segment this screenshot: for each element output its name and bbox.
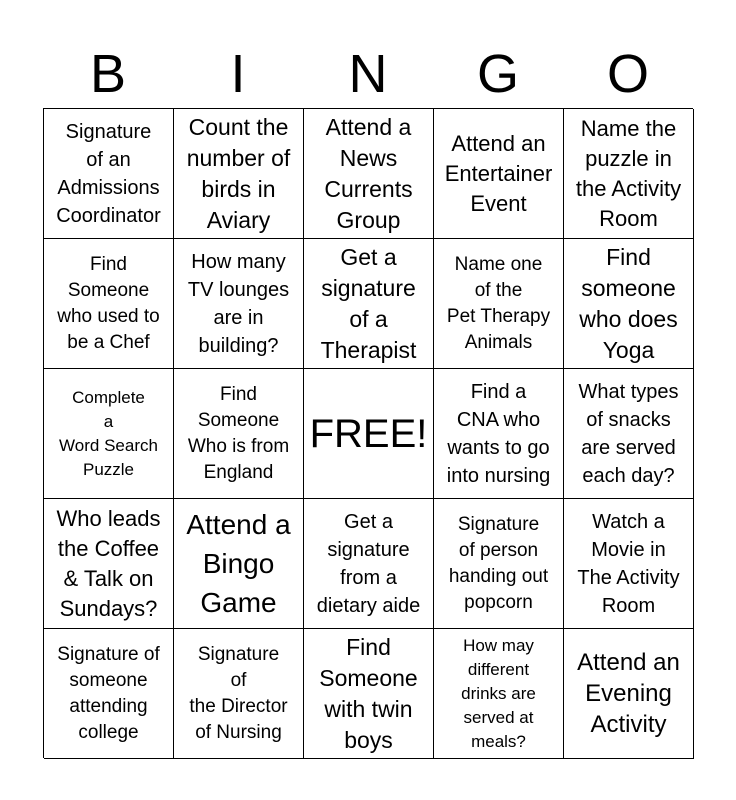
cell-text: How may different drinks are served at meals? [461,635,536,751]
bingo-cell-r5c4[interactable] [434,629,564,759]
bingo-cell-r4c1[interactable] [44,499,174,629]
cell-text: Complete a Word Search Puzzle [59,387,158,479]
bingo-cell-r2c4[interactable] [434,239,564,369]
bingo-cell-r3c4[interactable] [434,369,564,499]
bingo-cell-r4c3[interactable] [304,499,434,629]
free-space-text: FREE! [309,411,428,456]
cell-text: Signature of someone attending college [57,643,160,743]
cell-text: Attend a News Currents Group [324,113,413,233]
cell-text: Find Someone who used to be a Chef [57,253,160,353]
bingo-cell-r3c5[interactable] [564,369,694,499]
header-letter-g: G [476,44,519,104]
cell-text: What types of snacks are served each day? [578,380,679,487]
bingo-cell-r2c1[interactable] [44,239,174,369]
cell-text: Signature of an Admissions Coordinator [56,120,161,227]
bingo-cell-r1c4[interactable] [434,109,564,239]
bingo-cell-r2c3[interactable] [304,239,434,369]
cell-text: Attend an Entertainer Event [444,130,553,216]
bingo-cell-r2c2[interactable] [174,239,304,369]
cell-text: Name one of the Pet Therapy Animals [446,253,551,353]
header-letter-i: I [230,44,246,104]
cell-text: Get a signature of a Therapist [320,243,417,363]
cell-text: Find Someone with twin boys [319,633,418,753]
bingo-cell-free[interactable] [304,369,434,499]
bingo-cell-r4c5[interactable] [564,499,694,629]
bingo-cell-r3c1[interactable] [44,369,174,499]
cell-text: Find Someone Who is from England [187,383,290,483]
header-letter-n: N [348,44,388,104]
bingo-cell-r1c1[interactable] [44,109,174,239]
bingo-cell-r1c2[interactable] [174,109,304,239]
cell-text: Attend an Evening Activity [577,649,680,738]
cell-text: Count the number of birds in Aviary [186,113,291,233]
cell-text: Attend a Bingo Game [186,509,291,618]
cell-text: Who leads the Coffee & Talk on Sundays? [56,505,161,621]
cell-text: Get a signature from a dietary aide [316,510,421,617]
cell-text: Signature of the Director of Nursing [189,643,288,743]
header-letter-o: O [606,44,649,104]
bingo-cell-r4c4[interactable] [434,499,564,629]
cell-text: Signature of person handing out popcorn [448,513,549,613]
bingo-cell-r4c2[interactable] [174,499,304,629]
header-letter-b: B [89,44,127,104]
bingo-cell-r1c3[interactable] [304,109,434,239]
cell-text: Find a CNA who wants to go into nursing [446,380,551,487]
bingo-cell-r5c1[interactable] [44,629,174,759]
cell-text: Watch a Movie in The Activity Room [577,510,680,617]
bingo-grid [43,108,693,758]
bingo-cell-r3c2[interactable] [174,369,304,499]
bingo-cell-r5c3[interactable] [304,629,434,759]
cell-text: Name the puzzle in the Activity Room [575,115,682,231]
bingo-cell-r2c5[interactable] [564,239,694,369]
cell-text: How many TV lounges are in building? [187,250,290,357]
bingo-header [43,42,693,106]
bingo-cell-r5c5[interactable] [564,629,694,759]
cell-text: Find someone who does Yoga [579,243,678,363]
bingo-cell-r1c5[interactable] [564,109,694,239]
bingo-cell-r5c2[interactable] [174,629,304,759]
